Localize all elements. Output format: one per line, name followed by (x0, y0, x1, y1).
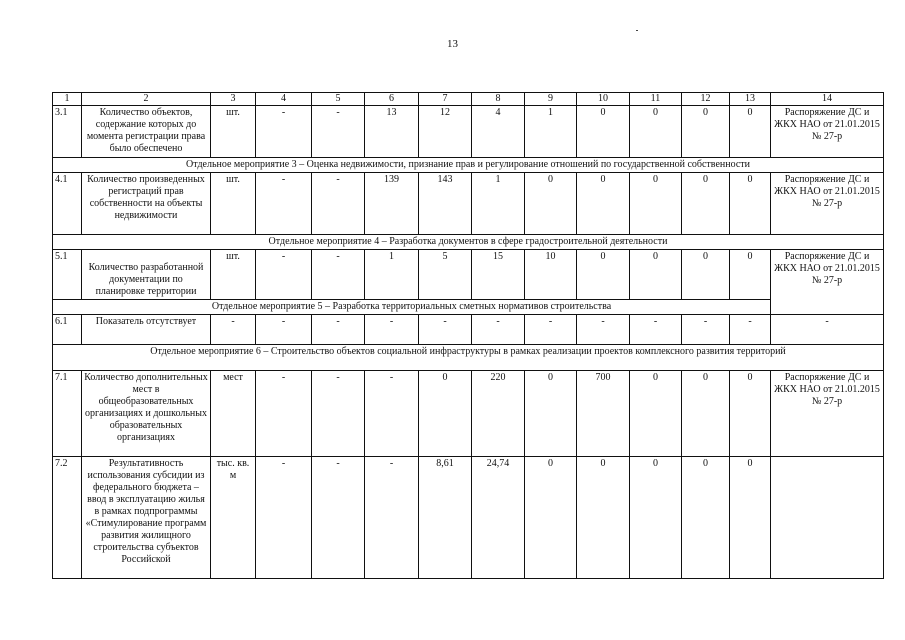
value-cell: 8,61 (419, 457, 472, 579)
indicator-name: Результативность использования субсидии из федерального бюджета – ввод в эксплуатацию жилья в рамках подпрограммы «Стимулирование программ развития жилищного строительства субъектов Российской (82, 457, 211, 579)
value-cell: - (312, 250, 365, 300)
header-cell: 13 (730, 93, 771, 106)
document-reference: Распоряжение ДС и ЖКХ НАО от 21.01.2015 № 27-р (771, 173, 884, 235)
value-cell: 0 (682, 250, 730, 300)
value-cell: - (256, 173, 312, 235)
value-cell: 0 (682, 457, 730, 579)
header-cell: 10 (577, 93, 630, 106)
table-row (53, 371, 884, 457)
value-cell: 0 (630, 250, 682, 300)
row-number: 7.1 (53, 371, 82, 457)
value-cell: 0 (419, 371, 472, 457)
section-row (53, 345, 884, 371)
document-reference: Распоряжение ДС и ЖКХ НАО от 21.01.2015 № 27-р (771, 106, 884, 158)
value-cell: 0 (525, 173, 577, 235)
value-cell: 0 (630, 371, 682, 457)
header-cell: 8 (472, 93, 525, 106)
value-cell: 220 (472, 371, 525, 457)
header-row (53, 93, 884, 106)
unit-cell: мест (211, 371, 256, 457)
page-number: 13 (447, 38, 458, 50)
row-number: 7.2 (53, 457, 82, 579)
value-cell: 0 (730, 457, 771, 579)
value-cell: 1 (525, 106, 577, 158)
header-cell: 2 (82, 93, 211, 106)
header-cell: 12 (682, 93, 730, 106)
section-row (53, 235, 884, 250)
value-cell: - (256, 371, 312, 457)
table-row (53, 457, 884, 579)
value-cell: 0 (577, 106, 630, 158)
value-cell: 0 (682, 371, 730, 457)
unit-cell: шт. (211, 106, 256, 158)
value-cell: - (312, 173, 365, 235)
value-cell: - (312, 371, 365, 457)
header-cell: 11 (630, 93, 682, 106)
row-number: 4.1 (53, 173, 82, 235)
value-cell: 0 (577, 457, 630, 579)
value-cell: 0 (730, 250, 771, 300)
empty-document-cell (771, 457, 884, 579)
value-cell: 143 (419, 173, 472, 235)
value-cell: 0 (730, 173, 771, 235)
header-cell: 1 (53, 93, 82, 106)
scan-speck (636, 30, 638, 31)
row-number: 3.1 (53, 106, 82, 158)
value-cell: 0 (682, 173, 730, 235)
value-cell: 0 (730, 371, 771, 457)
indicators-table (52, 92, 884, 579)
value-cell: - (682, 315, 730, 345)
section-title: Отдельное мероприятие 4 – Разработка документов в сфере градостроительной деятельности (53, 235, 884, 250)
value-cell: - (730, 315, 771, 345)
section-title: Отдельное мероприятие 3 – Оценка недвижимости, признание прав и регулирование отношений по государственной собственности (53, 158, 884, 173)
unit-cell: тыс. кв. м (211, 457, 256, 579)
value-cell: 139 (365, 173, 419, 235)
document-reference: - (771, 315, 884, 345)
value-cell: 10 (525, 250, 577, 300)
value-cell: 13 (365, 106, 419, 158)
value-cell: 0 (577, 250, 630, 300)
value-cell: - (577, 315, 630, 345)
row-number: 5.1 (53, 250, 82, 300)
value-cell: - (419, 315, 472, 345)
header-cell: 9 (525, 93, 577, 106)
value-cell: 0 (630, 173, 682, 235)
value-cell: 0 (525, 371, 577, 457)
indicator-name: Количество разработанной документации по планировке территории (82, 250, 211, 300)
value-cell: 0 (630, 106, 682, 158)
value-cell: - (256, 457, 312, 579)
value-cell: 700 (577, 371, 630, 457)
value-cell: 0 (730, 106, 771, 158)
row-number: 6.1 (53, 315, 82, 345)
value-cell: 12 (419, 106, 472, 158)
value-cell: 1 (472, 173, 525, 235)
unit-cell: шт. (211, 173, 256, 235)
indicator-name: Количество объектов, содержание которых до момента регистрации права было обеспечено (82, 106, 211, 158)
value-cell: 0 (682, 106, 730, 158)
value-cell: - (365, 371, 419, 457)
value-cell: - (256, 250, 312, 300)
header-cell: 7 (419, 93, 472, 106)
value-cell: 24,74 (472, 457, 525, 579)
indicator-name: Количество произведенных регистраций прав собственности на объекты недвижимости (82, 173, 211, 235)
table-row (53, 250, 884, 300)
value-cell: - (256, 315, 312, 345)
value-cell: - (630, 315, 682, 345)
document-reference: Распоряжение ДС и ЖКХ НАО от 21.01.2015 № 27-р (771, 371, 884, 457)
table-row (53, 173, 884, 235)
value-cell: - (312, 457, 365, 579)
header-cell: 3 (211, 93, 256, 106)
table-row (53, 315, 884, 345)
value-cell: - (365, 315, 419, 345)
table-row (53, 106, 884, 158)
value-cell: - (312, 315, 365, 345)
header-cell: 5 (312, 93, 365, 106)
section-row (53, 158, 884, 173)
section-title: Отдельное мероприятие 6 – Строительство объектов социальной инфраструктуры в рамках реализации проектов комплексного развития территорий (53, 345, 884, 371)
value-cell: - (256, 106, 312, 158)
value-cell: - (365, 457, 419, 579)
value-cell: 15 (472, 250, 525, 300)
header-cell: 6 (365, 93, 419, 106)
header-cell: 14 (771, 93, 884, 106)
header-cell: 4 (256, 93, 312, 106)
unit-cell: - (211, 315, 256, 345)
value-cell: 5 (419, 250, 472, 300)
indicator-name: Показатель отсутствует (82, 315, 211, 345)
value-cell: - (525, 315, 577, 345)
value-cell: - (312, 106, 365, 158)
value-cell: - (472, 315, 525, 345)
document-reference: Распоряжение ДС и ЖКХ НАО от 21.01.2015 № 27-р (771, 250, 884, 315)
value-cell: 0 (630, 457, 682, 579)
value-cell: 0 (577, 173, 630, 235)
value-cell: 0 (525, 457, 577, 579)
value-cell: 1 (365, 250, 419, 300)
value-cell: 4 (472, 106, 525, 158)
unit-cell: шт. (211, 250, 256, 300)
section-row (53, 300, 884, 315)
indicator-name: Количество дополнительных мест в общеобразовательных организациях и дошкольных образовательных организациях (82, 371, 211, 457)
section-title: Отдельное мероприятие 5 – Разработка территориальных сметных нормативов строительства (53, 300, 771, 315)
